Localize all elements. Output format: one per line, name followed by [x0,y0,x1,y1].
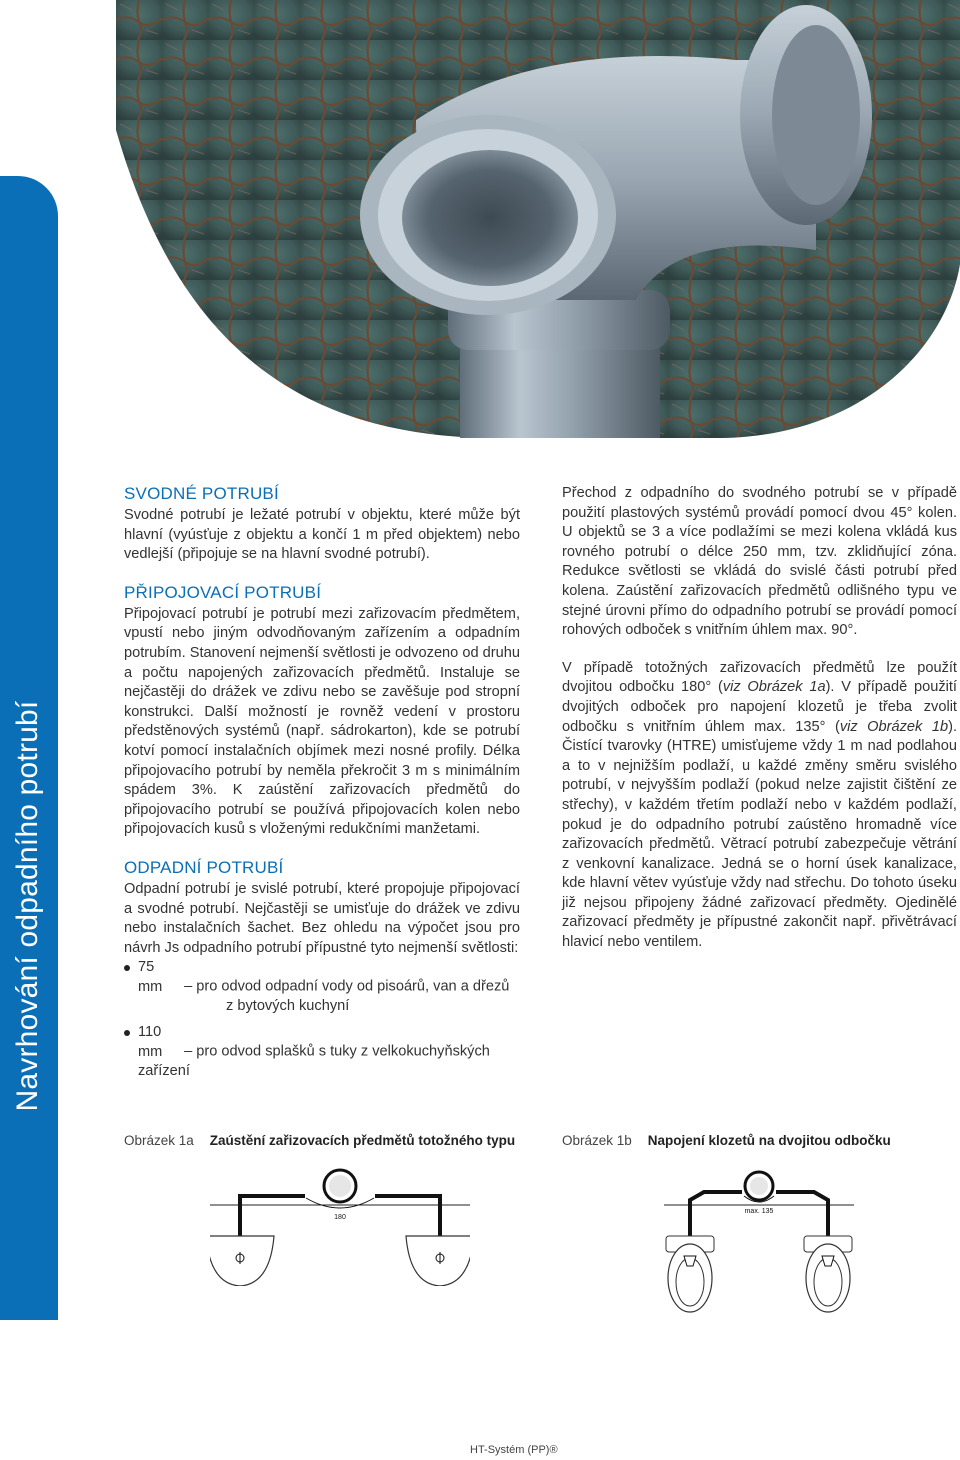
figure-ref-1b: viz Obrázek 1b [839,718,949,735]
figure-1a-label: Obrázek 1a [124,1133,194,1148]
bullet-list [124,958,520,1082]
pipe-photo [116,0,960,438]
footer-brand: HT-Systém (PP)® [470,1444,558,1456]
text-right-p1: Přechod z odpadního do svodného potrubí se v případě použití plastových systémů provádí pomocí dvou 45° kolen. U objektů se 3 a více podlažími se mezi kolena vkládá kus rovného potrubí o délce 250 mm, tzv. zklidňující zóna. Redukce světlosti se vkládá do svislé části potrubí před kolena. Zaústění zařizovacích předmětů odlišného typu ve stejné úrovni přímo do odpadního potrubí se provádí pomocí rohových odboček s vnitřním úhlem max. 90°. [562,485,957,639]
figure-1b-diagram [664,1156,854,1326]
heading-odpadni: ODPADNÍ POTRUBÍ [124,857,284,877]
heading-svodne: SVODNÉ POTRUBÍ [124,484,279,503]
text-pripojovaci: Připojovací potrubí je potrubí mezi zařizovacím předmětem, vpustí nebo jiným odvodňovaným zařízením a odpadním potrubím. Stanovení nejmenší světlosti je odvozeno od druhu a počtu napojených zařizovacích předmětů. Instaluje se nejčastěji do drážek ve zdivu nebo se zavěšuje pod stropní konstrukci. Další možností je rovněž vedení v prostoru předstěnových systémů (např. sádrokarton), kde se potrubí kotví pomocí instalačních objímek mezi nosné profily. Délka připojovacího potrubí by neměla překročit 3 m s minimálním spádem 3%. K zaústění zařizovacích předmětů do připojovacího potrubí se používá připojovacích kolen nebo připojovacích kusů s vloženými redukčními manžetami. [124,605,520,838]
angle-label-1a: 180 [334,1214,346,1221]
figure-ref-1a: viz Obrázek 1a [722,679,826,696]
sidebar-bar [0,176,58,1445]
bullet-text: – pro odvod splašků s tuky z velkokuchyňských zařízení [138,1043,490,1080]
text-svodne: Svodné potrubí je ležaté potrubí v objektu, které může být hlavní (vyúsťuje z objektu a končí 1 m před objektem) nebo vedlejší (připojuje se na hlavní svodné potrubí). [124,507,520,563]
figure-1b-title: Napojení klozetů na dvojitou odbočku [647,1133,891,1148]
bullet-value: 75 mm [138,959,163,995]
left-column [124,484,520,1082]
list-item [124,1023,520,1082]
heading-pripojovaci: PŘIPOJOVACÍ POTRUBÍ [124,582,322,602]
angle-label-1b: max. 135 [744,1208,774,1215]
figure-1a-diagram [210,1156,470,1286]
list-item [124,958,520,1017]
figure-1a-caption [124,1133,515,1148]
figure-1b-caption [562,1133,891,1148]
figure-1a-title: Zaústění zařizovacích předmětů totožného typu [209,1133,516,1148]
text-odpadni: Odpadní potrubí je svislé potrubí, které propojuje připojovací a svodné potrubí. Nejčastěji se umisťuje do drážek ve zdivu nebo instalačních šachet. Bez ohledu na výpočet jsou pro návrh Js odpadního potrubí přípustné tyto nejmenší světlosti: [124,880,520,956]
bullet-value: 110 mm [138,1024,163,1060]
text-right-p2: V případě totožných zařizovacích předmětů lze použít dvojitou odbočku 180° (viz Obrázek 1a). V případě použití dvojitých odboček pro napojení klozetů je třeba zvolit odbočku s vnitřním úhlem max. 135° (viz Obrázek 1b). Čistící tvarovky (HTRE) umisťujeme vždy 1 m nad podlahou a to v nejnižším podlaží, u každé změny směru svislého potrubí, v nejvyšším podlaží (pokud nelze zajistit čištění ze střechy), v každém třetím podlaží nebo v každém podlaží, pokud je do odpadního potrubí zaústěno hromadně více zařizovacích předmětů. Větrací potrubí zabezpečuje větrání z venkovní kanalizace. Jedná se o horní úsek kanalizace, kde hlavní větev vyúsťuje vždy nad střechu. Do tohoto úseku již nejsou připojeny žádné zařizovací předměty. Ojedinělé zařizovací předměty je přípustné zakončit např. přivětrávací hlavicí nebo ventilem. [562,659,957,951]
page-number: 16 [20,1428,38,1445]
right-column [562,484,957,953]
sidebar-title: Navrhování odpadního potrubí [11,700,44,1112]
bullet-text: – pro odvod odpadní vody od pisoárů, van a dřezů [184,978,510,995]
bullet-subtext: z bytových kuchyní [226,998,350,1015]
figure-1b-label: Obrázek 1b [562,1133,632,1148]
